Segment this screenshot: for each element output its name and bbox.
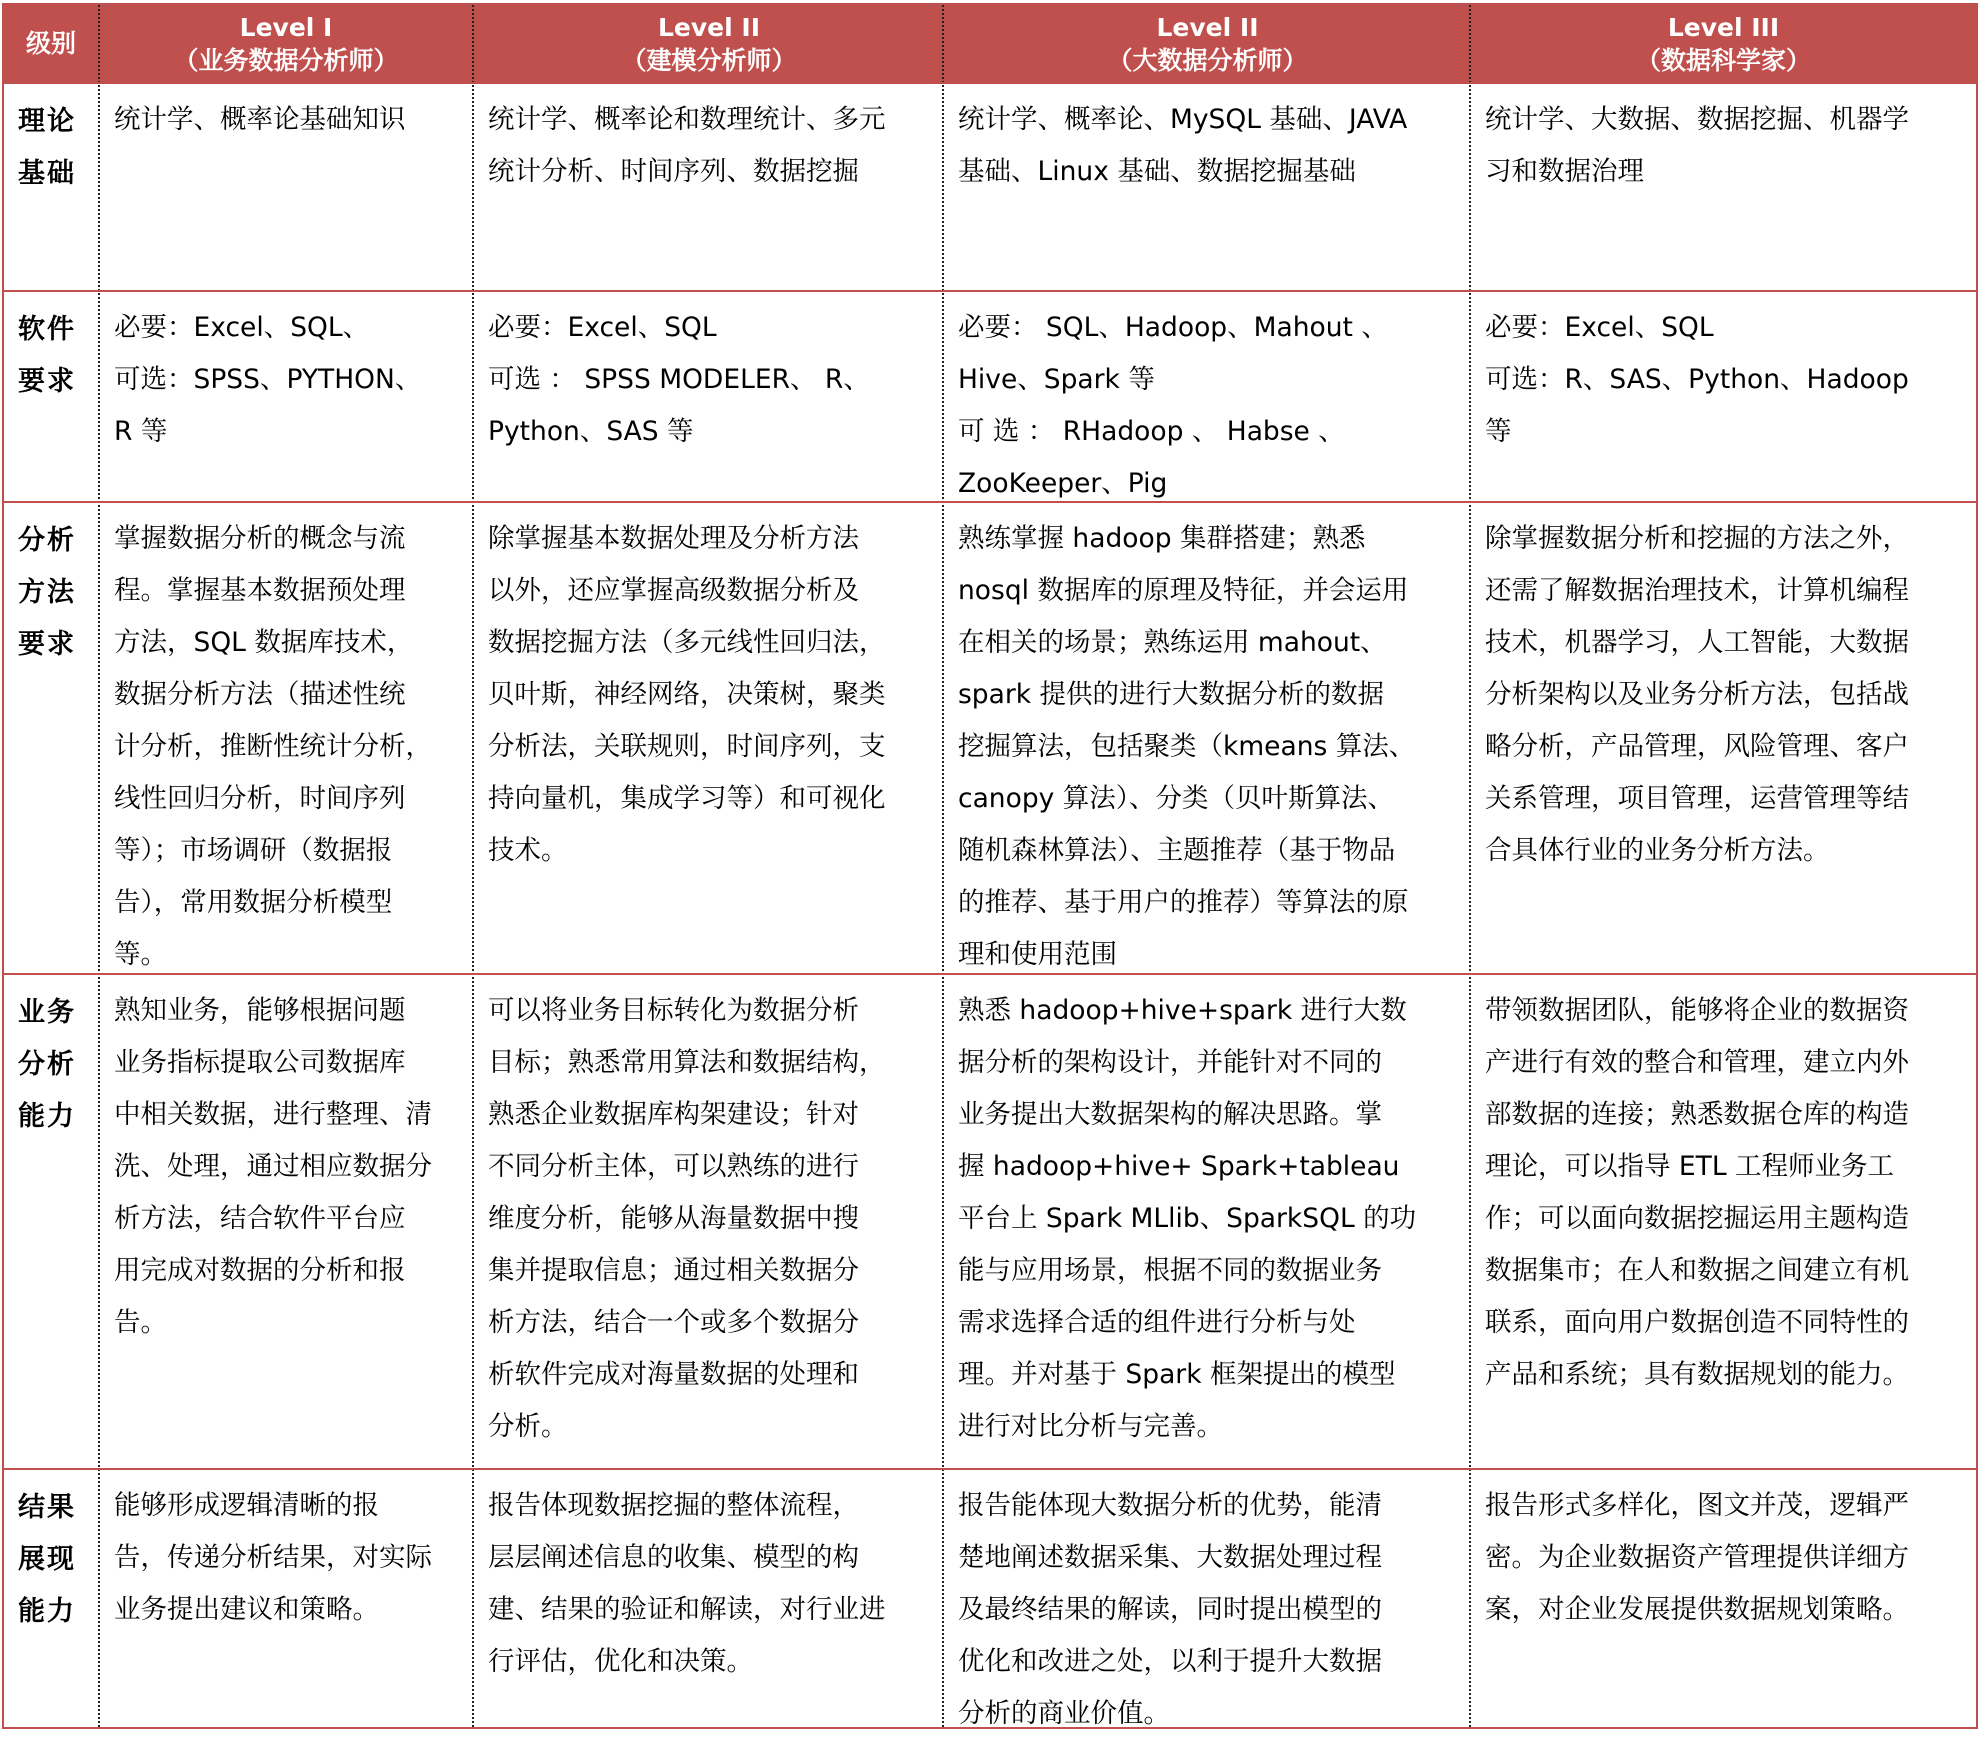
- cell-line: 可以将业务目标转化为数据分析: [488, 995, 859, 1026]
- cell-line: 可 选 ： RHadoop 、 Habse 、: [958, 416, 1345, 447]
- row-label-line: 展现: [18, 1544, 76, 1575]
- row-label-line: 软件: [18, 314, 76, 345]
- cell-line: 熟悉 hadoop+hive+spark 进行大数: [958, 995, 1407, 1026]
- cell-line: 程。掌握基本数据预处理: [114, 575, 406, 606]
- cell-line: 建、结果的验证和解读，对行业进: [488, 1594, 886, 1625]
- cell-line: 析方法，结合一个或多个数据分: [488, 1307, 859, 1338]
- row-label-line: 能力: [18, 1101, 76, 1132]
- cell-level3: [1471, 84, 1976, 290]
- header-level-2-bigdata: [944, 5, 1471, 82]
- header-role: （数据科学家）: [1635, 45, 1811, 75]
- cell-level2-bigdata: [944, 503, 1469, 973]
- cell-line: 行评估，优化和决策。: [488, 1646, 753, 1677]
- cell-line: 合具体行业的业务分析方法。: [1485, 835, 1830, 866]
- cell-line: 熟练掌握 hadoop 集群搭建；熟悉: [958, 523, 1366, 554]
- row-methods: [4, 501, 1976, 973]
- cell-line: spark 提供的进行大数据分析的数据: [958, 679, 1385, 710]
- cell-level2-modeling: [474, 84, 942, 290]
- cell-line: 据分析的架构设计，并能针对不同的: [958, 1047, 1382, 1078]
- row-label-line: 方法: [18, 577, 76, 608]
- cell-line: 还需了解数据治理技术，计算机编程: [1485, 575, 1909, 606]
- row-label: [4, 503, 98, 973]
- cell-level1: [100, 292, 472, 501]
- cell-line: 计分析，推断性统计分析，: [114, 731, 432, 762]
- cell-line: 线性回归分析，时间序列: [114, 783, 406, 814]
- cell-line: 部数据的连接；熟悉数据仓库的构造: [1485, 1099, 1909, 1130]
- header-level-1: [98, 5, 474, 82]
- cell-line: 必要：Excel、SQL: [488, 312, 717, 343]
- cell-line: 统计学、概率论、MySQL 基础、JAVA: [958, 104, 1408, 135]
- cell-line: 平台上 Spark MLlib、SparkSQL 的功: [958, 1203, 1417, 1234]
- cell-line: 能与应用场景，根据不同的数据业务: [958, 1255, 1382, 1286]
- cell-line: 等。: [114, 939, 167, 970]
- cell-level2-bigdata: [944, 292, 1469, 501]
- cell-line: 理和使用范围: [958, 939, 1117, 970]
- cell-line: 习和数据治理: [1485, 156, 1644, 187]
- cell-line: 密。为企业数据资产管理提供详细方: [1485, 1542, 1909, 1573]
- cell-line: 握 hadoop+hive+ Spark+tableau: [958, 1151, 1400, 1182]
- header-role: （大数据分析师）: [1107, 45, 1308, 75]
- cell-level1: [100, 975, 472, 1468]
- cell-line: 必要：Excel、SQL: [1485, 312, 1714, 343]
- cell-line: 作；可以面向数据挖掘运用主题构造: [1485, 1203, 1909, 1234]
- cell-line: 以外，还应掌握高级数据分析及: [488, 575, 859, 606]
- cell-line: 持向量机，集成学习等）和可视化: [488, 783, 886, 814]
- cell-line: 析软件完成对海量数据的处理和: [488, 1359, 859, 1390]
- cell-level3: [1471, 292, 1976, 501]
- cell-line: 数据挖掘方法（多元线性回归法，: [488, 627, 886, 658]
- cell-line: 可选：SPSS、PYTHON、: [114, 364, 422, 395]
- header-role: （建模分析师）: [621, 45, 797, 75]
- cell-line: nosql 数据库的原理及特征，并会运用: [958, 575, 1409, 606]
- cell-line: ZooKeeper、Pig: [958, 468, 1168, 499]
- cell-line: 略分析，产品管理，风险管理、客户: [1485, 731, 1909, 762]
- cell-line: 熟悉企业数据库构架建设；针对: [488, 1099, 859, 1130]
- cell-level2-bigdata: [944, 975, 1469, 1468]
- cell-line: 业务指标提取公司数据库: [114, 1047, 406, 1078]
- cell-line: 洗、处理，通过相应数据分: [114, 1151, 432, 1182]
- cell-line: 告，传递分析结果，对实际: [114, 1542, 432, 1573]
- cell-line: 等）；市场调研（数据报: [114, 835, 393, 866]
- row-label-line: 结果: [18, 1492, 76, 1523]
- row-presentation: [4, 1468, 1976, 1727]
- cell-line: 不同分析主体，可以熟练的进行: [488, 1151, 859, 1182]
- cell-line: 必要：Excel、SQL、: [114, 312, 370, 343]
- header-role: （业务数据分析师）: [173, 45, 399, 75]
- cell-level2-modeling: [474, 503, 942, 973]
- cell-level2-modeling: [474, 1470, 942, 1727]
- cell-line: 中相关数据，进行整理、清: [114, 1099, 432, 1130]
- cell-line: 等: [1485, 416, 1512, 447]
- cell-line: 告。: [114, 1307, 167, 1338]
- cell-line: 分析法，关联规则，时间序列，支: [488, 731, 886, 762]
- cell-line: 掌握数据分析的概念与流: [114, 523, 406, 554]
- cell-line: 及最终结果的解读，同时提出模型的: [958, 1594, 1382, 1625]
- cell-line: 方法，SQL 数据库技术，: [114, 627, 414, 658]
- cell-line: 随机森林算法）、主题推荐（基于物品: [958, 835, 1396, 866]
- cell-level2-bigdata: [944, 84, 1469, 290]
- row-label-line: 要求: [18, 366, 76, 397]
- cell-line: 统计学、概率论和数理统计、多元: [488, 104, 886, 135]
- cell-line: Python、SAS 等: [488, 416, 694, 447]
- row-label-line: 能力: [18, 1596, 76, 1627]
- header-level-title: Level II: [657, 12, 760, 42]
- row-label: [4, 1470, 98, 1727]
- cell-line: 必要： SQL、Hadoop、Mahout 、: [958, 312, 1388, 343]
- cell-line: 数据分析方法（描述性统: [114, 679, 406, 710]
- header-corner-label: 级别: [25, 29, 76, 58]
- cell-line: Hive、Spark 等: [958, 364, 1155, 395]
- row-software: [4, 290, 1976, 501]
- header-level-title: Level III: [1667, 12, 1780, 42]
- cell-line: 的推荐、基于用户的推荐）等算法的原: [958, 887, 1409, 918]
- cell-line: 析方法，结合软件平台应: [114, 1203, 406, 1234]
- cell-level3: [1471, 975, 1976, 1468]
- cell-line: 技术。: [488, 835, 568, 866]
- cell-line: 案，对企业发展提供数据规划策略。: [1485, 1594, 1909, 1625]
- row-label-line: 理论: [18, 106, 76, 137]
- table-header: [4, 5, 1976, 82]
- cell-line: 进行对比分析与完善。: [958, 1411, 1223, 1442]
- cell-level1: [100, 503, 472, 973]
- cell-line: 楚地阐述数据采集、大数据处理过程: [958, 1542, 1382, 1573]
- row-label: [4, 975, 98, 1468]
- cell-line: 报告体现数据挖掘的整体流程，: [488, 1490, 859, 1521]
- cell-line: canopy 算法）、分类（贝叶斯算法、: [958, 783, 1394, 814]
- cell-line: 可选 ： SPSS MODELER、 R、: [488, 364, 870, 395]
- cell-line: 理论，可以指导 ETL 工程师业务工: [1485, 1151, 1895, 1182]
- cell-line: 目标；熟悉常用算法和数据结构，: [488, 1047, 886, 1078]
- row-theory: [4, 82, 1976, 290]
- cell-line: 熟知业务，能够根据问题: [114, 995, 406, 1026]
- cell-line: 理。并对基于 Spark 框架提出的模型: [958, 1359, 1396, 1390]
- cell-line: 能够形成逻辑清晰的报: [114, 1490, 379, 1521]
- cell-line: 分析架构以及业务分析方法，包括战: [1485, 679, 1909, 710]
- header-level-3: [1471, 5, 1976, 82]
- cell-line: 维度分析，能够从海量数据中搜: [488, 1203, 859, 1234]
- cell-line: 挖掘算法，包括聚类（kmeans 算法、: [958, 731, 1416, 762]
- cell-line: 分析的商业价值。: [958, 1698, 1170, 1729]
- row-label: [4, 84, 98, 290]
- cell-line: 业务提出大数据架构的解决思路。掌: [958, 1099, 1382, 1130]
- cell-level2-modeling: [474, 975, 942, 1468]
- row-label-line: 业务: [18, 997, 76, 1028]
- cell-line: 贝叶斯，神经网络，决策树，聚类: [488, 679, 886, 710]
- cell-line: 可选：R、SAS、Python、Hadoop: [1485, 364, 1909, 395]
- cell-line: 统计学、大数据、数据挖掘、机器学: [1485, 104, 1909, 135]
- skills-table: [2, 3, 1978, 1729]
- cell-level2-modeling: [474, 292, 942, 501]
- header-level-2-modeling: [474, 5, 944, 82]
- cell-line: R 等: [114, 416, 168, 447]
- row-label-line: 要求: [18, 629, 76, 660]
- cell-line: 统计学、概率论基础知识: [114, 104, 406, 135]
- cell-level3: [1471, 503, 1976, 973]
- cell-line: 报告能体现大数据分析的优势，能清: [958, 1490, 1382, 1521]
- cell-line: 统计分析、时间序列、数据挖掘: [488, 156, 859, 187]
- cell-line: 报告形式多样化，图文并茂，逻辑严: [1485, 1490, 1909, 1521]
- cell-line: 除掌握数据分析和挖掘的方法之外，: [1485, 523, 1909, 554]
- cell-line: 带领数据团队，能够将企业的数据资: [1485, 995, 1909, 1026]
- cell-line: 基础、Linux 基础、数据挖掘基础: [958, 156, 1356, 187]
- cell-line: 分析。: [488, 1411, 568, 1442]
- cell-line: 层层阐述信息的收集、模型的构: [488, 1542, 859, 1573]
- cell-line: 集并提取信息；通过相关数据分: [488, 1255, 859, 1286]
- cell-line: 用完成对数据的分析和报: [114, 1255, 406, 1286]
- header-level-title: Level II: [1156, 12, 1259, 42]
- row-label-line: 基础: [18, 158, 76, 189]
- header-level-title: Level I: [239, 12, 333, 42]
- cell-line: 优化和改进之处，以利于提升大数据: [958, 1646, 1382, 1677]
- cell-line: 业务提出建议和策略。: [114, 1594, 379, 1625]
- row-label-line: 分析: [18, 525, 76, 556]
- row-label: [4, 292, 98, 501]
- cell-line: 产进行有效的整合和管理，建立内外: [1485, 1047, 1909, 1078]
- cell-line: 需求选择合适的组件进行分析与处: [958, 1307, 1356, 1338]
- row-business: [4, 973, 1976, 1468]
- cell-line: 数据集市；在人和数据之间建立有机: [1485, 1255, 1909, 1286]
- cell-level3: [1471, 1470, 1976, 1727]
- cell-line: 在相关的场景；熟练运用 mahout、: [958, 627, 1387, 658]
- cell-line: 除掌握基本数据处理及分析方法: [488, 523, 859, 554]
- cell-line: 技术，机器学习，人工智能，大数据: [1485, 627, 1909, 658]
- cell-line: 联系，面向用户数据创造不同特性的: [1485, 1307, 1909, 1338]
- cell-line: 产品和系统；具有数据规划的能力。: [1485, 1359, 1909, 1390]
- row-label-line: 分析: [18, 1049, 76, 1080]
- cell-line: 告），常用数据分析模型: [114, 887, 393, 918]
- cell-line: 关系管理，项目管理，运营管理等结: [1485, 783, 1909, 814]
- cell-level2-bigdata: [944, 1470, 1469, 1727]
- cell-level1: [100, 84, 472, 290]
- header-corner: [4, 5, 98, 82]
- cell-level1: [100, 1470, 472, 1727]
